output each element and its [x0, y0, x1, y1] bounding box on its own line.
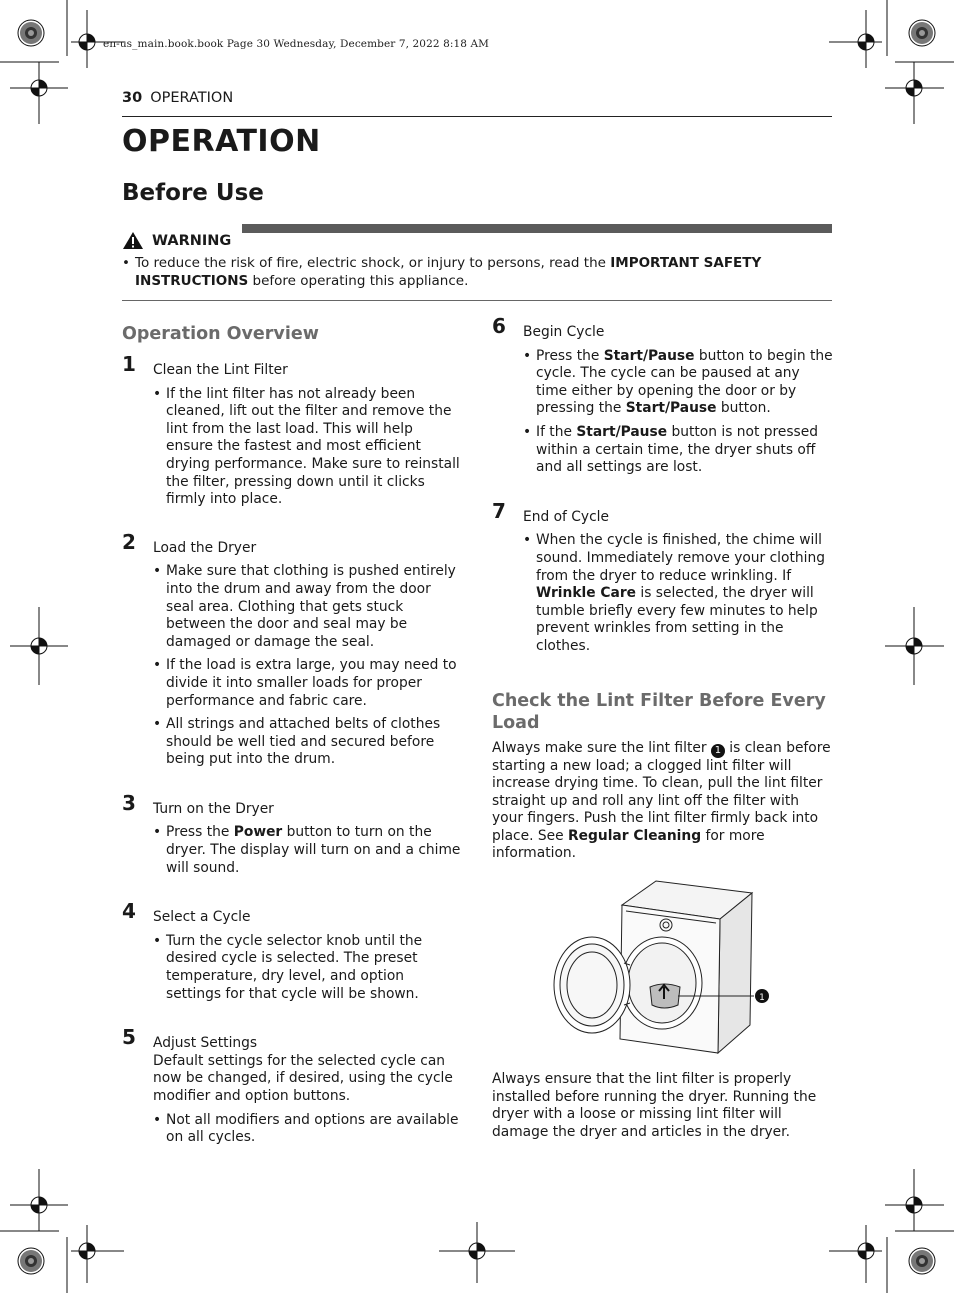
- running-head: [122, 90, 233, 106]
- step-bullet: • Make sure that clothing is pushed entirely into the drum and away from the door seal area. Clothing that gets stuck between the door and seal may be damaged or damage the seal.: [153, 563, 456, 650]
- operation-overview-heading: Operation Overview: [122, 324, 319, 344]
- step-2: [122, 529, 462, 769]
- step-5: [122, 1025, 462, 1147]
- step-title: Begin Cycle: [523, 324, 605, 340]
- step-bullet: • When the cycle is finished, the chime will sound. Immediately remove your clothing from the dryer to reduce wrinkling. If Wrinkle Care is selected, the dryer will tumble briefly every few minutes to help prevent wrinkles from setting in the clothes.: [523, 532, 825, 654]
- running-head-section: OPERATION: [150, 90, 234, 106]
- warning-label-text: WARNING: [152, 232, 232, 249]
- step-description: Default settings for the selected cycle can now be changed, if desired, using the cycle modifier and option buttons.: [153, 1052, 453, 1104]
- warning-triangle-icon: [122, 231, 144, 250]
- step-6: [492, 314, 834, 477]
- dryer-illustration: [492, 875, 834, 1059]
- step-bullet: • Press the Start/Pause button to begin the cycle. The cycle can be paused at any time either by opening the door or by pressing the Start/Pause button.: [523, 347, 833, 417]
- left-column: [122, 323, 462, 1147]
- step-title: Adjust Settings: [153, 1035, 258, 1052]
- warning-text-1: To reduce the risk of fire, electric shock, or injury to persons, read the: [135, 255, 611, 271]
- file-header: en-us_main.book.book Page 30 Wednesday, December 7, 2022 8:18 AM: [103, 38, 490, 50]
- step-1: [122, 352, 462, 509]
- callout-1-icon: 1: [711, 744, 725, 758]
- step-bullet: • Press the Power button to turn on the dryer. The display will turn on and a chime will sound.: [153, 824, 461, 876]
- page-title: OPERATION: [122, 124, 321, 159]
- lint-paragraph-2: Always ensure that the lint filter is properly installed before running the dryer. Running the dryer with a loose or missing lint filter will damage the dryer and articles in the dryer.: [492, 1071, 817, 1140]
- step-bullet: • If the Start/Pause button is not pressed within a certain time, the dryer shuts off and all settings are lost.: [523, 423, 818, 476]
- page-number: 30: [122, 90, 143, 106]
- step-number: 2: [122, 529, 136, 554]
- warning-text: [122, 255, 812, 290]
- step-3: [122, 790, 462, 877]
- warning-text-2: before operating this appliance.: [248, 272, 469, 289]
- step-7: [492, 498, 834, 656]
- step-number: 4: [122, 899, 136, 924]
- step-bullet: • If the load is extra large, you may need to divide it into smaller loads for proper performance and fabric care.: [153, 657, 457, 709]
- warning-rule: [122, 300, 832, 301]
- warning-text-bold: IMPORTANT SAFETY INSTRUCTIONS: [135, 255, 762, 289]
- step-title: Turn on the Dryer: [153, 800, 274, 817]
- bullet: •: [122, 255, 130, 271]
- header-rule: [122, 116, 832, 117]
- step-bullet: • Turn the cycle selector knob until the desired cycle is selected. The preset temperature, dry level, and option settings for that cycle will be shown.: [153, 932, 423, 1002]
- section-title: Before Use: [122, 180, 264, 206]
- step-title: Load the Dryer: [153, 539, 257, 556]
- warning-label: [122, 231, 231, 250]
- step-number: 1: [122, 352, 136, 376]
- step-bullet: • If the lint filter has not already been cleaned, lift out the filter and remove the lint from the last load. This will help ensure the fastest and most efficient drying performance. Make sure to reinstall the filter, pressing down until it clicks firmly into place.: [153, 385, 460, 508]
- step-number: 5: [122, 1025, 136, 1050]
- lint-paragraph-1: Always make sure the lint filter 1 is clean before starting a new load; a clogged lint filter will increase drying time. To clean, pull the lint filter straight up and roll any lint off the filter with your fingers. Push the lint filter firmly back into place. See Regular Cleaning for more information.: [492, 739, 831, 862]
- step-4: [122, 899, 462, 1003]
- step-number: 3: [122, 790, 136, 815]
- lint-filter-heading: Check the Lint Filter Before Every Load: [492, 690, 826, 733]
- step-title: End of Cycle: [523, 508, 609, 525]
- step-number: 6: [492, 314, 506, 338]
- warning-bar: [242, 224, 832, 233]
- step-bullet: • All strings and attached belts of clothes should be well tied and secured before being put into the drum.: [153, 716, 441, 768]
- step-title: Clean the Lint Filter: [153, 362, 288, 378]
- callout-1-label: 1: [759, 993, 765, 1004]
- step-number: 7: [492, 498, 506, 523]
- step-title: Select a Cycle: [153, 909, 251, 926]
- step-bullet: • Not all modifiers and options are available on all cycles.: [153, 1111, 459, 1146]
- right-column: [492, 314, 834, 1141]
